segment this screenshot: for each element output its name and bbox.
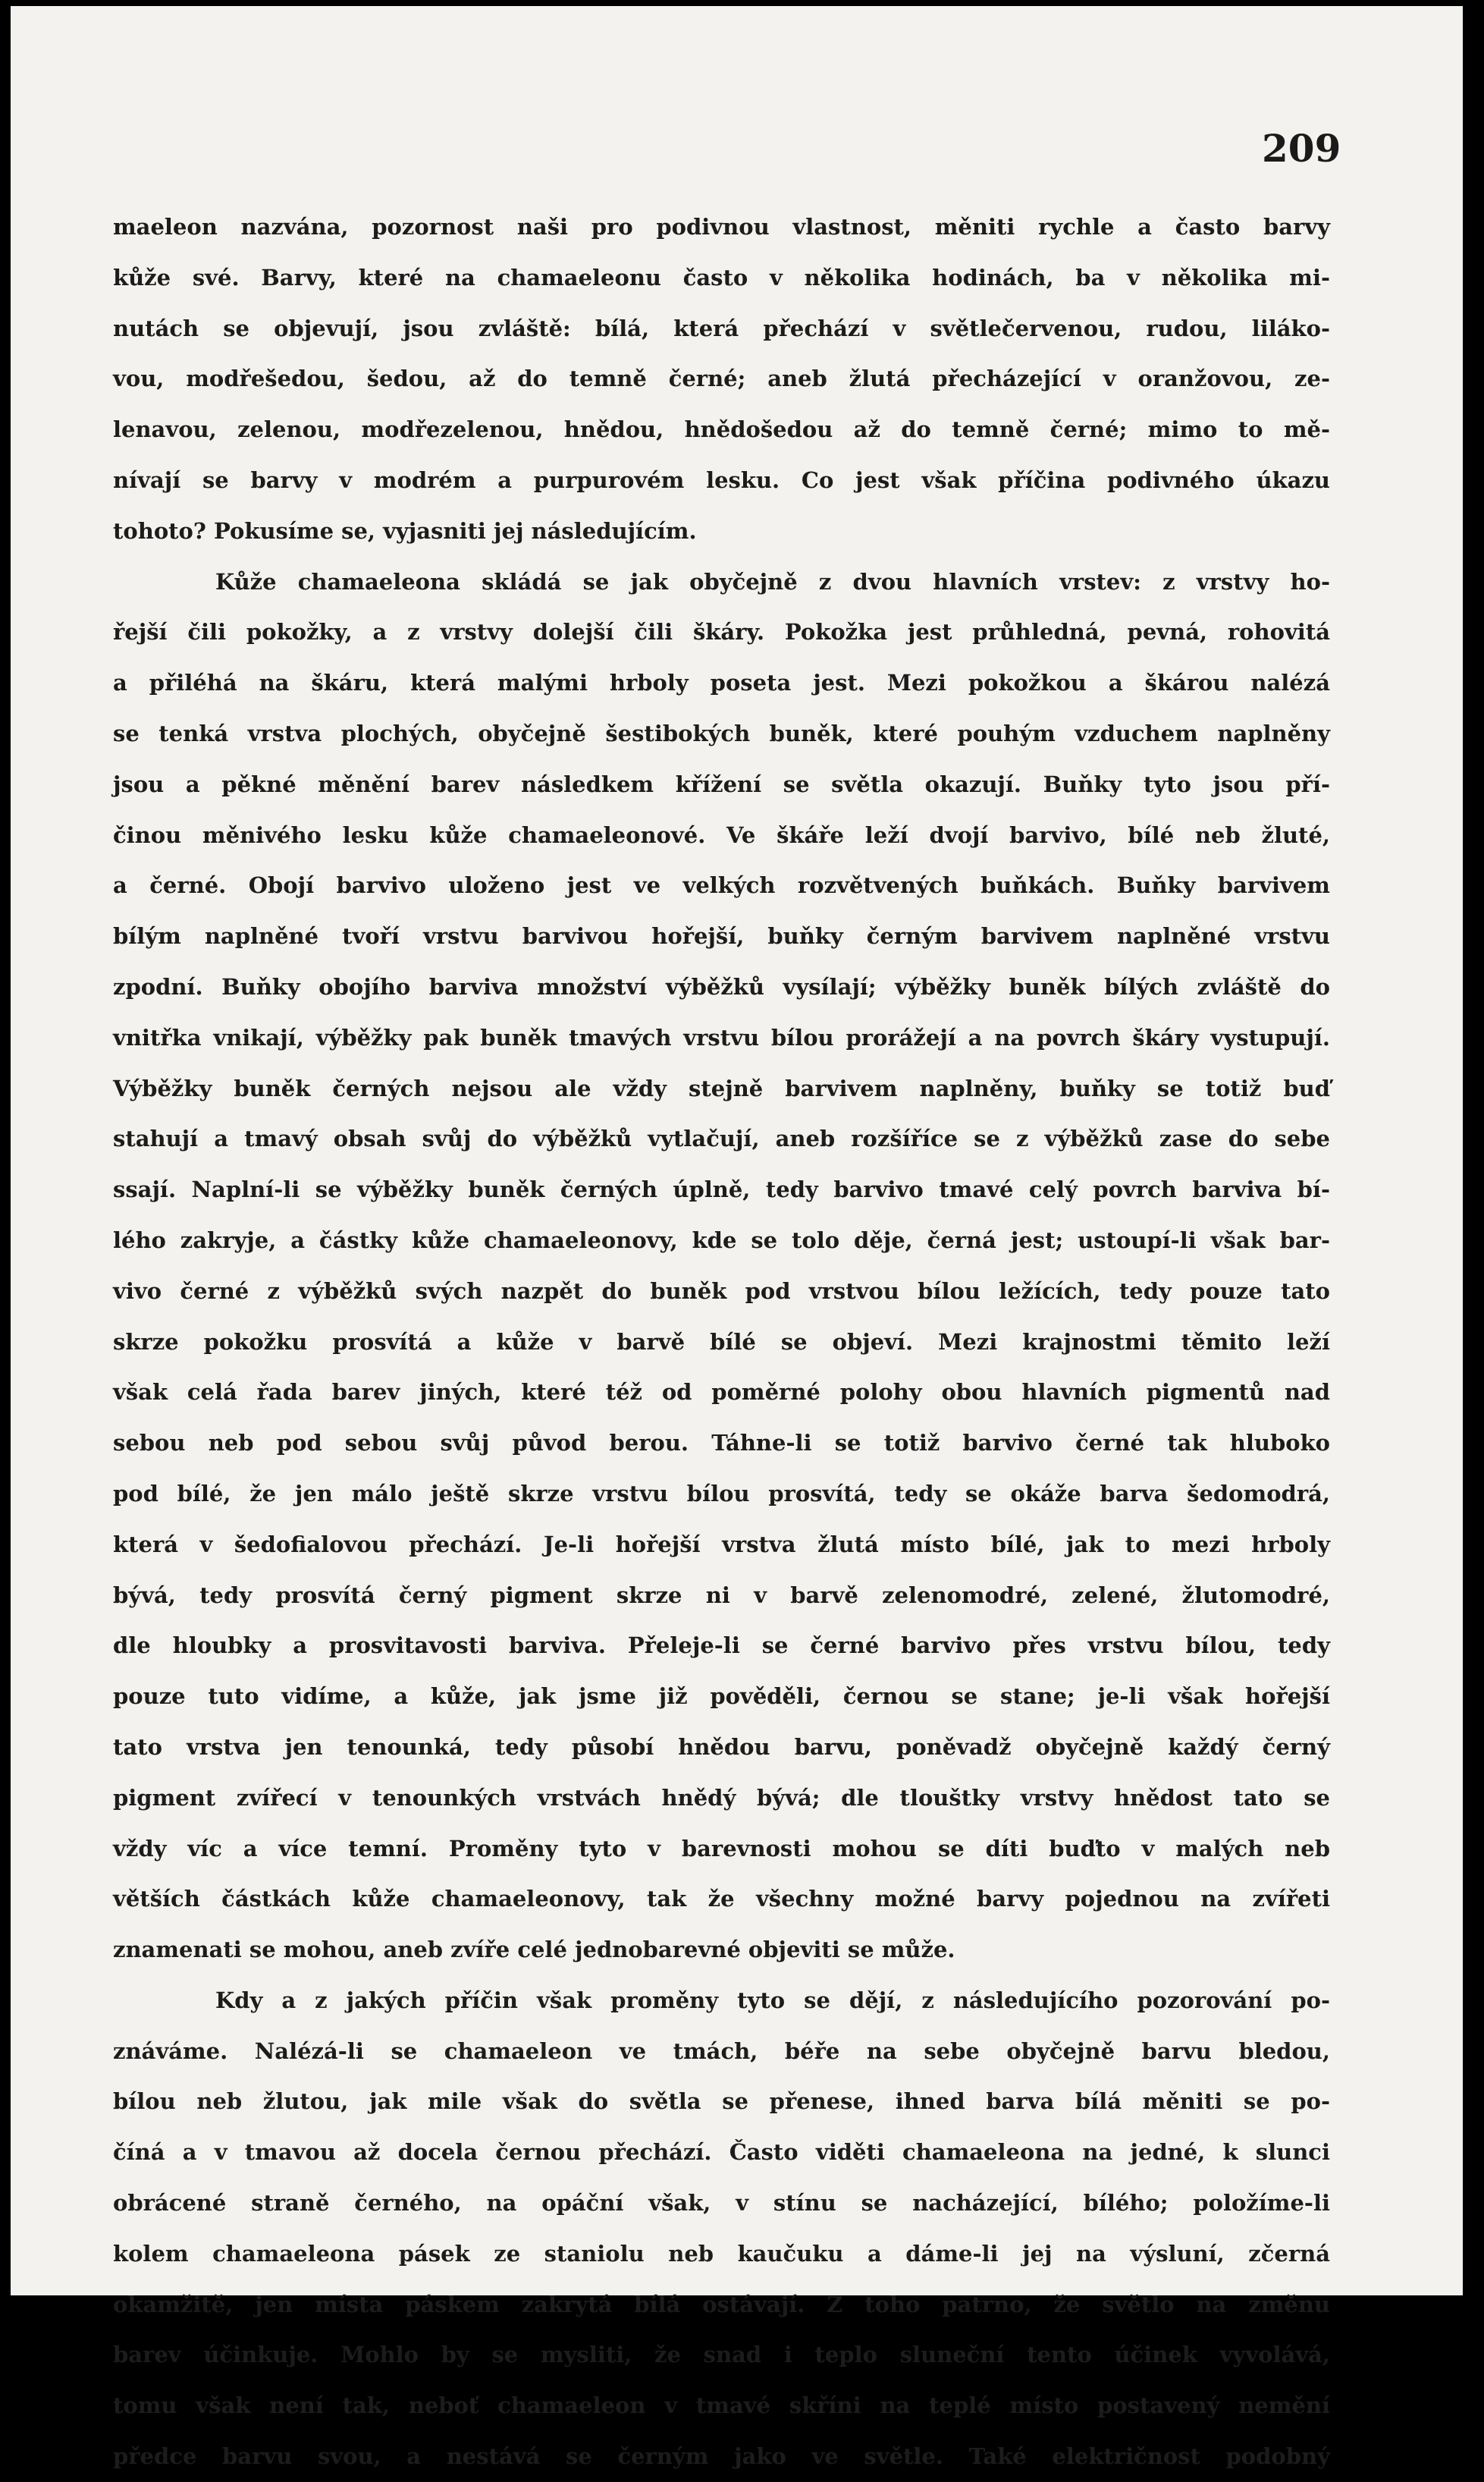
text-line: Kůže chamaeleona skládá se jak obyčejně z dvou hlavních vrstev: z vrstvy ho-	[215, 568, 1330, 595]
text-line: vnitřka vnikají, výběžky pak buněk tmavých vrstvu bílou prorážejí a na povrch škáry vystupují.	[113, 1024, 1330, 1051]
text-line: Kdy a z jakých příčin však proměny tyto se dějí, z následujícího pozorování po-	[215, 1987, 1330, 2013]
text-line: číná a v tmavou až docela černou přechází. Často viděti chamaeleona na jedné, k slunci	[113, 2139, 1330, 2166]
text-line: lenavou, zelenou, modřezelenou, hnědou, hnědošedou až do temně černé; mimo to mě-	[113, 416, 1330, 443]
text-line: řejší čili pokožky, a z vrstvy dolejší čili škáry. Pokožka jest průhledná, pevná, rohovitá	[113, 619, 1330, 646]
text-line: kůže své. Barvy, které na chamaeleonu často v několika hodinách, ba v několika mi-	[113, 264, 1330, 291]
text-line: a přiléhá na škáru, která malými hrboly poseta jest. Mezi pokožkou a škárou nalézá	[113, 670, 1330, 696]
text-line: pod bílé, že jen málo ještě skrze vrstvu bílou prosvítá, tedy se okáže barva šedomodrá,	[113, 1480, 1330, 1506]
text-line: pigment zvířecí v tenounkých vrstvách hnědý bývá; dle tlouštky vrstvy hnědost tato se	[113, 1784, 1330, 1811]
book-page	[11, 6, 1463, 2470]
text-line: ssají. Naplní-li se výběžky buněk černých úplně, tedy barvivo tmavé celý povrch barviva bí-	[113, 1177, 1330, 1203]
text-line: tato vrstva jen tenounká, tedy působí hnědou barvu, poněvadž obyčejně každý černý	[113, 1733, 1330, 1760]
text-line: sebou neb pod sebou svůj původ berou. Táhne-li se totiž barvivo černé tak hluboko	[113, 1430, 1330, 1456]
text-line: nívají se barvy v modrém a purpurovém lesku. Co jest však příčina podivného úkazu	[113, 467, 1330, 493]
page-number: 209	[1262, 126, 1341, 171]
text-line: znamenati se mohou, aneb zvíře celé jednobarevné objeviti se může.	[113, 1937, 955, 1963]
text-line: tohoto? Pokusíme se, vyjasniti jej následujícím.	[113, 517, 697, 544]
text-line: bílou neb žlutou, jak mile však do světla se přenese, ihned barva bílá měniti se po-	[113, 2088, 1330, 2115]
text-line: kolem chamaeleona pásek ze staniolu neb kaučuku a dáme-li jej na výsluní, zčerná	[113, 2240, 1330, 2267]
text-line: lého zakryje, a částky kůže chamaeleonovy, kde se tolo děje, černá jest; ustoupí-li však bar-	[113, 1227, 1330, 1253]
text-line: bílým naplněné tvoří vrstvu barvivou hořejší, buňky černým barvivem naplněné vrstvu	[113, 923, 1330, 950]
text-line: maeleon nazvána, pozornost naši pro podivnou vlastnost, měniti rychle a často barvy	[113, 214, 1330, 240]
text-line: předce barvu svou, a nestává se černým jako ve světle. Také električnost podobný	[113, 2443, 1330, 2470]
text-line: stahují a tmavý obsah svůj do výběžků vytlačují, aneb rozšíříce se z výběžků zase do sebe	[113, 1126, 1330, 1152]
text-line: však celá řada barev jiných, které též od poměrné polohy obou hlavních pigmentů nad	[113, 1379, 1330, 1406]
text-line: Výběžky buněk černých nejsou ale vždy stejně barvivem naplněny, buňky se totiž buď	[113, 1075, 1330, 1101]
text-line: se tenká vrstva plochých, obyčejně šestibokých buněk, které pouhým vzduchem naplněny	[113, 720, 1330, 746]
text-line: skrze pokožku prosvítá a kůže v barvě bílé se objeví. Mezi krajnostmi těmito leží	[113, 1328, 1330, 1355]
text-line: větších částkách kůže chamaeleonovy, tak že všechny možné barvy pojednou na zvířeti	[113, 1886, 1330, 1912]
text-line: jsou a pěkné měnění barev následkem křížení se světla okazují. Buňky tyto jsou pří-	[113, 771, 1330, 797]
text-line: bývá, tedy prosvítá černý pigment skrze ni v barvě zelenomodré, zelené, žlutomodré,	[113, 1582, 1330, 1608]
text-line: obrácené straně černého, na opáční však, v stínu se nacházející, bílého; položíme-li	[113, 2190, 1330, 2217]
text-line: barev účinkuje. Mohlo by se mysliti, že snad i teplo sluneční tento účinek vyvolává,	[113, 2342, 1330, 2368]
text-line: dle hloubky a prosvitavosti barviva. Přeleje-li se černé barvivo přes vrstvu bílou, tedy	[113, 1632, 1330, 1659]
text-line: pouze tuto vidíme, a kůže, jak jsme již pověděli, černou se stane; je-li však hořejší	[113, 1683, 1330, 1710]
text-line: zpodní. Buňky obojího barviva množství výběžků vysílají; výběžky buněk bílých zvláště do	[113, 973, 1330, 1000]
text-line: vou, modřešedou, šedou, až do temně černé; aneb žlutá přecházející v oranžovou, ze-	[113, 366, 1330, 392]
text-line: činou měnivého lesku kůže chamaeleonové. Ve škáře leží dvojí barvivo, bílé neb žluté,	[113, 822, 1330, 848]
text-line: znáváme. Nalézá-li se chamaeleon ve tmách, béře na sebe obyčejně barvu bledou,	[113, 2037, 1330, 2064]
text-line: vždy víc a více temní. Proměny tyto v barevnosti mohou se díti buďto v malých neb	[113, 1835, 1330, 1862]
text-line: která v šedofialovou přechází. Je-li hořejší vrstva žlutá místo bílé, jak to mezi hrboly	[113, 1531, 1330, 1557]
body-text	[113, 202, 1330, 2482]
text-line: vivo černé z výběžků svých nazpět do buněk pod vrstvou bílou ležících, tedy pouze tato	[113, 1277, 1330, 1304]
text-line: tomu však není tak, neboť chamaeleon v tmavé skříni na teplé místo postavený nemění	[113, 2392, 1330, 2419]
text-line: okamžitě, jen místa páskem zakrytá bílá ostávají. Z toho patrno, že světlo na změnu	[113, 2291, 1330, 2317]
text-line: a černé. Obojí barvivo uloženo jest ve velkých rozvětvených buňkách. Buňky barvivem	[113, 872, 1330, 899]
text-line: nutách se objevují, jsou zvláště: bílá, která přechází v světlečervenou, rudou, liláko-	[113, 315, 1330, 341]
